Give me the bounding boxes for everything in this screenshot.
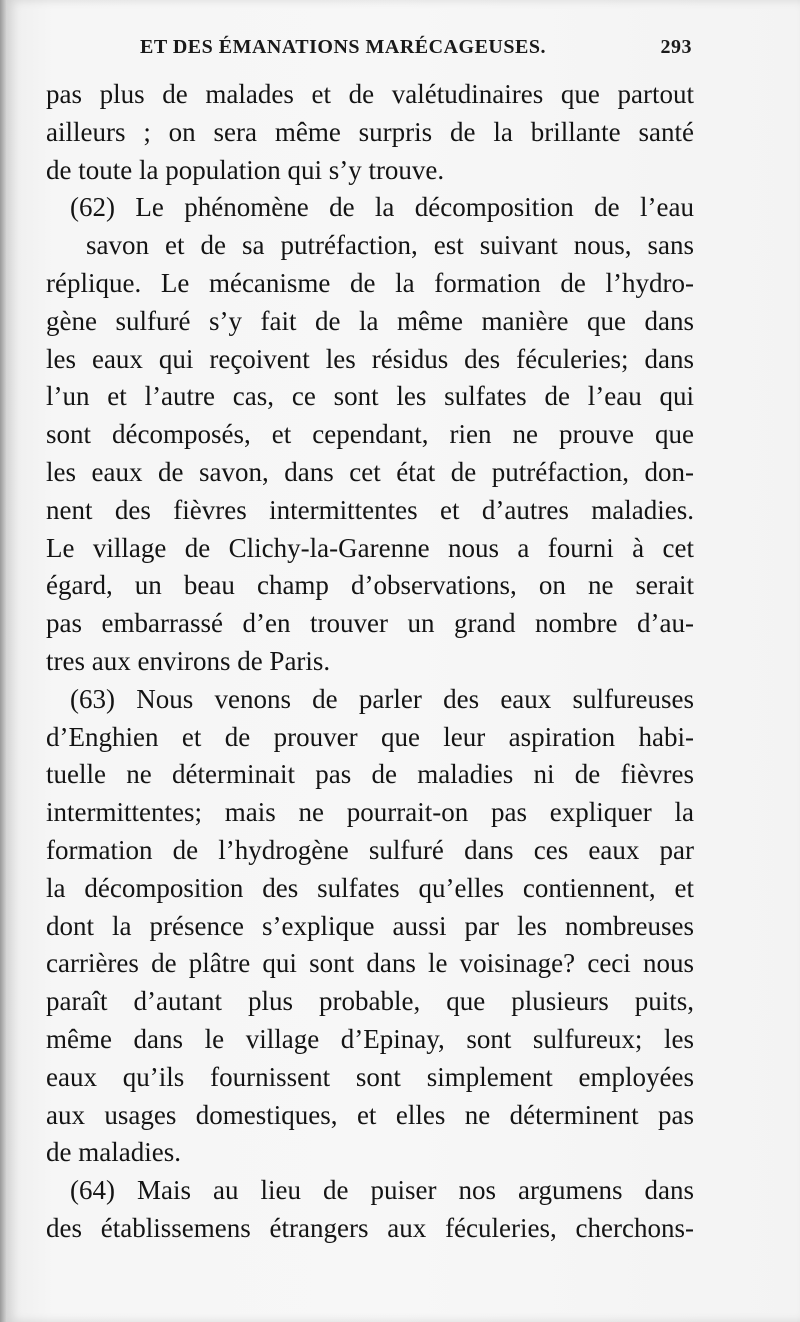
text-line: égard, un beau champ d’observations, on ne serait <box>46 570 694 601</box>
text-line: ailleurs ; on sera même surpris de la brillante santé <box>46 116 694 147</box>
running-title: ET DES ÉMANATIONS MARÉCAGEUSES. <box>140 36 546 58</box>
text-line: les eaux de savon, dans cet état de putréfaction, don- <box>46 456 694 487</box>
text-line: la décomposition des sulfates qu’elles contiennent, et <box>46 872 694 903</box>
text-line: sont décomposés, et cependant, rien ne prouve que <box>46 419 694 450</box>
text-line: l’un et l’autre cas, ce sont les sulfates de l’eau qui <box>46 381 694 412</box>
running-head <box>140 36 692 66</box>
text-line: tuelle ne déterminait pas de maladies ni de fièvres <box>46 759 694 790</box>
text-line: de maladies. <box>46 1137 181 1168</box>
paragraph-64-start: (64) Mais au lieu de puiser nos argumens dans <box>70 1175 694 1206</box>
text-line: pas plus de malades et de valétudinaires que partout <box>46 79 694 109</box>
text-line: nent des fièvres intermittentes et d’autres maladies. <box>46 494 694 525</box>
text-line: d’Enghien et de prouver que leur aspiration habi- <box>46 721 694 752</box>
body-text <box>46 76 694 1248</box>
text-line: même dans le village d’Epinay, sont sulfureux; les <box>46 1023 694 1054</box>
text-line: tres aux environs de Paris. <box>46 645 331 676</box>
text-line: pas embarrassé d’en trouver un grand nombre d’au- <box>46 608 694 639</box>
text-line: paraît d’autant plus probable, que plusieurs puits, <box>46 986 694 1017</box>
text-line: gène sulfuré s’y fait de la même manière que dans <box>46 305 694 336</box>
text-line: savon et de sa putréfaction, est suivant nous, sans <box>86 230 694 261</box>
text-line: intermittentes; mais ne pourrait-on pas expliquer la <box>46 797 694 828</box>
text-line: dont la présence s’explique aussi par les nombreuses <box>46 910 694 941</box>
text-line: eaux qu’ils fournissent sont simplement employées <box>46 1061 694 1092</box>
text-line: aux usages domestiques, et elles ne déterminent pas <box>46 1099 694 1130</box>
text-line: Le village de Clichy-la-Garenne nous a fourni à cet <box>46 532 694 563</box>
text-line: carrières de plâtre qui sont dans le voisinage? ceci nous <box>46 948 694 979</box>
text-line: les eaux qui reçoivent les résidus des féculeries; dans <box>46 343 694 374</box>
paragraph-63-start: (63) Nous venons de parler des eaux sulfureuses <box>70 683 694 714</box>
text-line: formation de l’hydrogène sulfuré dans ces eaux par <box>46 834 694 865</box>
paragraph-62-start: (62) Le phénomène de la décomposition de l’eau <box>70 192 694 223</box>
text-line: réplique. Le mécanisme de la formation de l’hydro- <box>46 267 694 298</box>
page-number: 293 <box>660 36 692 58</box>
text-line: de toute la population qui s’y trouve. <box>46 154 445 185</box>
text-line: des établissemens étrangers aux féculeries, cherchons- <box>46 1212 694 1243</box>
